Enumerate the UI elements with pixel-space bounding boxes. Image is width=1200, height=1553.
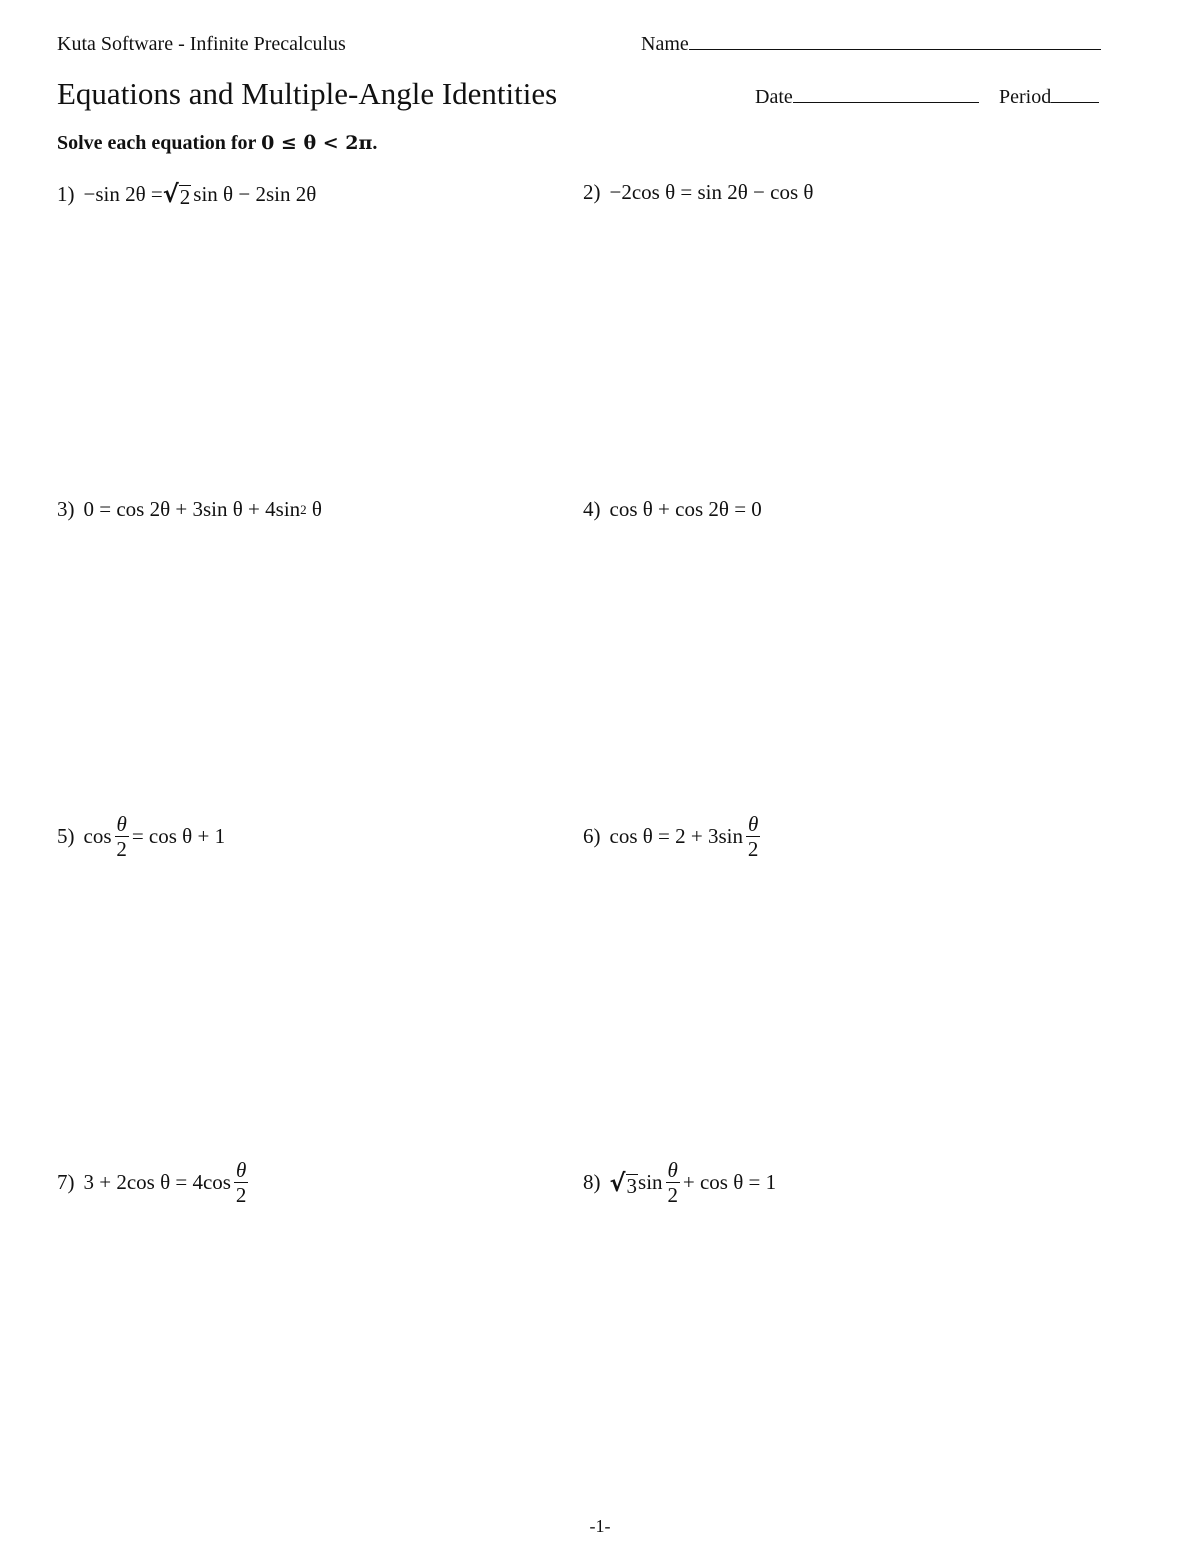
name-label: Name [641, 33, 689, 55]
fraction-denominator: 2 [235, 1183, 247, 1207]
period-label: Period [999, 86, 1052, 108]
problem-equation: −2cos θ = sin 2θ − cos θ [609, 180, 814, 204]
problem-equation [610, 1158, 777, 1207]
problem-number: 3) [57, 497, 75, 521]
problem-equation [84, 1158, 252, 1207]
sqrt-expression [610, 1169, 639, 1197]
problem-number: 4) [583, 497, 601, 521]
problem-number: 2) [583, 180, 601, 204]
source-label: Kuta Software - Infinite Precalculus [57, 33, 346, 55]
problem-4 [583, 497, 762, 522]
fraction-numerator: θ [116, 812, 127, 836]
fraction-numerator: θ [667, 1158, 678, 1182]
fraction-numerator: θ [748, 812, 759, 836]
date-line [793, 101, 979, 103]
equation-pre: sin [638, 1170, 663, 1194]
period-field[interactable] [999, 86, 1099, 109]
instructions-text: Solve each equation for [57, 132, 257, 154]
problem-6 [583, 812, 763, 861]
equation-pre: cos [83, 824, 112, 848]
fraction [666, 1158, 680, 1207]
name-line [689, 48, 1101, 50]
problem-2 [583, 180, 813, 205]
problem-3 [57, 497, 322, 522]
problem-5 [57, 812, 225, 861]
name-field[interactable] [641, 33, 1101, 56]
problem-equation: cos θ + cos 2θ = 0 [609, 497, 762, 521]
date-label: Date [755, 86, 793, 108]
instructions [57, 132, 377, 155]
problem-7 [57, 1158, 251, 1207]
problem-number: 6) [583, 824, 601, 848]
fraction [115, 812, 129, 861]
problem-equation [610, 812, 764, 861]
fraction-denominator: 2 [116, 837, 127, 861]
equation-post: θ [306, 497, 322, 521]
instructions-end: . [372, 132, 378, 154]
fraction-denominator: 2 [667, 1183, 678, 1207]
equation-pre: cos θ = 2 + 3sin [609, 824, 743, 848]
exponent: 2 [300, 501, 307, 517]
problem-number: 5) [57, 824, 75, 848]
fraction-numerator: θ [235, 1158, 247, 1182]
problem-1 [57, 180, 316, 208]
problem-number: 8) [583, 1170, 601, 1194]
page-number: -1- [589, 1516, 611, 1536]
radicand: 3 [626, 1173, 638, 1198]
problem-equation [84, 180, 317, 208]
fraction-denominator: 2 [747, 837, 759, 861]
worksheet-title: Equations and Multiple-Angle Identities [57, 76, 558, 111]
sqrt-expression [163, 180, 192, 208]
equation-pre: 0 = cos 2θ + 3sin θ + 4sin [83, 497, 301, 521]
problem-8 [583, 1158, 776, 1207]
radical-icon: √ [609, 1168, 626, 1197]
instructions-condition: 0 ≤ θ < 2π [261, 132, 373, 154]
period-line [1051, 101, 1099, 103]
problem-equation [84, 497, 322, 522]
problem-equation [84, 812, 226, 861]
problem-number: 1) [57, 181, 75, 206]
date-field[interactable] [755, 86, 979, 109]
fraction [746, 812, 760, 861]
fraction [234, 1158, 248, 1207]
equation-post: + cos θ = 1 [682, 1170, 777, 1194]
equation-lhs: −sin 2θ = [83, 181, 163, 206]
radical-icon: √ [162, 180, 179, 208]
equation-rhs: sin θ − 2sin 2θ [193, 181, 317, 206]
equation-post: = cos θ + 1 [131, 824, 226, 848]
equation-pre: 3 + 2cos θ = 4cos [83, 1170, 231, 1194]
problem-number: 7) [57, 1170, 75, 1194]
radicand: 2 [179, 185, 191, 209]
